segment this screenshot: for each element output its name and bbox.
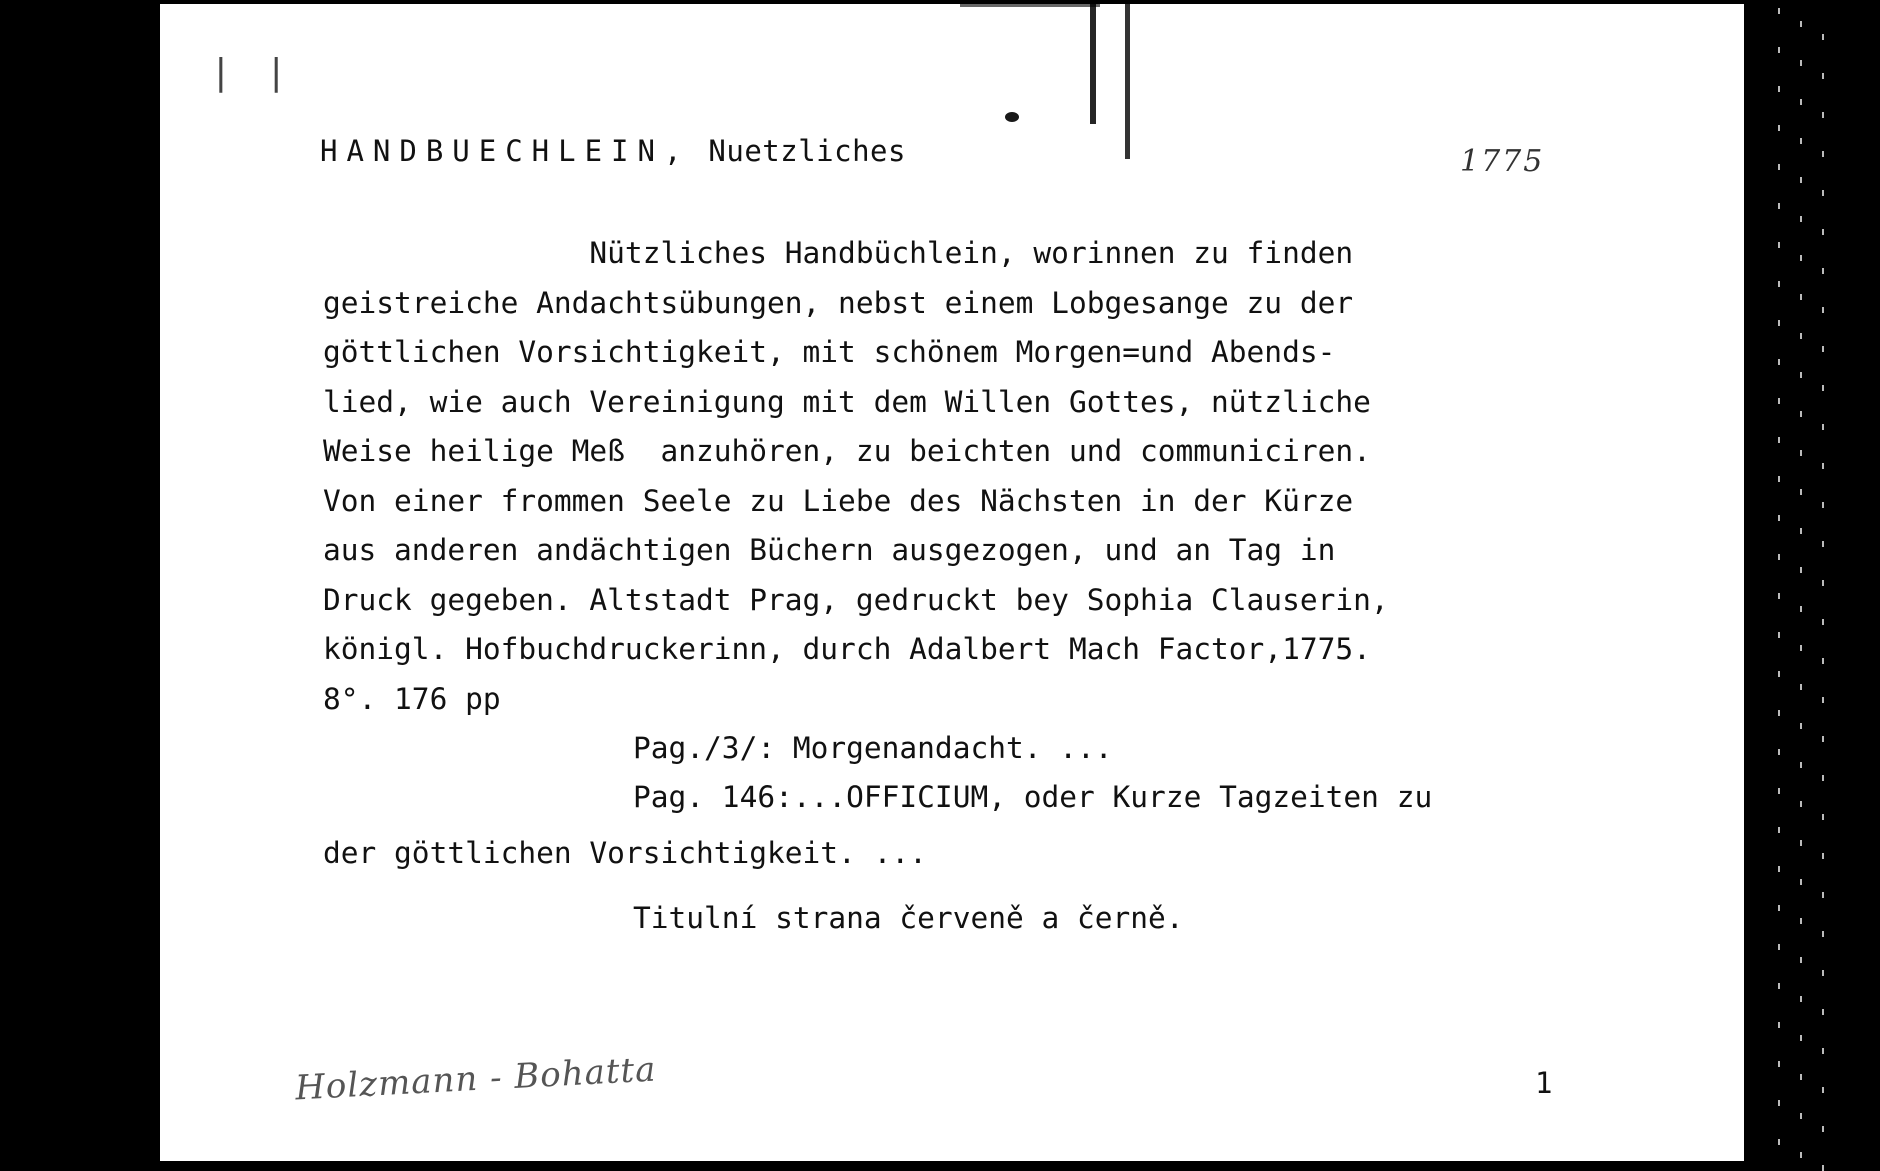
scan-noise-dot: [1822, 1126, 1824, 1132]
scan-noise-dot: [1800, 333, 1802, 339]
scan-noise-dot: [1800, 99, 1802, 105]
scan-noise-dot: [1800, 294, 1802, 300]
scan-noise-dot: [1822, 697, 1824, 703]
scan-noise-dot: [1822, 619, 1824, 625]
scan-noise-dot: [1822, 424, 1824, 430]
scan-noise-dot: [1822, 1087, 1824, 1093]
scan-noise-dot: [1778, 203, 1780, 209]
heading-title: HANDBUECHLEIN,: [320, 134, 691, 168]
scan-noise-dot: [1822, 1165, 1824, 1171]
title-page-note: Titulní strana červeně a černě.: [633, 901, 1184, 935]
scan-noise-dot: [1778, 398, 1780, 404]
scan-noise-dot: [1800, 528, 1802, 534]
scan-noise-dot: [1822, 502, 1824, 508]
scan-noise-dot: [1822, 853, 1824, 859]
scan-noise-dot: [1778, 281, 1780, 287]
scan-noise-dot: [1778, 749, 1780, 755]
page-note-officium: Pag. 146:...OFFICIUM, oder Kurze Tagzeiten zu: [633, 780, 1433, 814]
scan-noise-dot: [1778, 515, 1780, 521]
scan-noise-dot: [1822, 931, 1824, 937]
scan-noise-dot: [1800, 801, 1802, 807]
scan-noise-dot: [1778, 437, 1780, 443]
body-line: lied, wie auch Vereinigung mit dem Willen Gottes, nützliche: [323, 384, 1371, 419]
scan-noise-dot: [1822, 658, 1824, 664]
scan-noise-dot: [1800, 879, 1802, 885]
scan-noise-dot: [1778, 632, 1780, 638]
scan-noise-dot: [1800, 21, 1802, 27]
scan-noise-dot: [1822, 346, 1824, 352]
body-line: 8°. 176 pp: [323, 681, 501, 716]
scan-noise-dot: [1778, 1100, 1780, 1106]
scan-noise-dot: [1778, 125, 1780, 131]
scan-noise-dot: [1778, 554, 1780, 560]
scan-noise-dot: [1822, 151, 1824, 157]
card-heading: [320, 134, 906, 168]
scan-noise-dot: [1822, 580, 1824, 586]
scan-artifact: [1125, 4, 1130, 159]
scan-noise-dot: [1800, 567, 1802, 573]
scan-noise-dot: [1778, 1022, 1780, 1028]
handwritten-catalog-number: 1775: [1460, 144, 1545, 179]
scan-noise-dot: [1800, 957, 1802, 963]
scan-noise-dot: [1822, 970, 1824, 976]
scan-noise-dot: [1800, 60, 1802, 66]
scan-noise-dot: [1800, 840, 1802, 846]
body-line: aus anderen andächtigen Büchern ausgezogen, und an Tag in: [323, 533, 1336, 567]
scan-noise-dot: [1800, 216, 1802, 222]
body-line: Nützliches Handbüchlein, worinnen zu finden: [323, 236, 1354, 270]
scan-noise-dot: [1778, 47, 1780, 53]
scan-noise-dot: [1778, 242, 1780, 248]
handwritten-reference: Holzmann - Bohatta: [294, 1049, 658, 1109]
scan-noise-dot: [1822, 463, 1824, 469]
catalog-card: [160, 4, 1744, 1161]
scan-artifact: [960, 4, 1100, 7]
scan-noise-dot: [1800, 411, 1802, 417]
scan-noise-dot: [1778, 1139, 1780, 1145]
scan-noise-dot: [1800, 1074, 1802, 1080]
scan-noise-dot: [1800, 918, 1802, 924]
scan-noise-dot: [1822, 268, 1824, 274]
scan-noise-dot: [1800, 606, 1802, 612]
scan-noise-dot: [1822, 229, 1824, 235]
bibliographic-description: [323, 229, 1623, 724]
body-line: königl. Hofbuchdruckerinn, durch Adalbert Mach Factor,1775.: [323, 632, 1371, 666]
scan-noise-dot: [1822, 385, 1824, 391]
scan-noise-dot: [1822, 1009, 1824, 1015]
scan-noise-dot: [1822, 307, 1824, 313]
scan-noise-dot: [1800, 645, 1802, 651]
scan-noise-dot: [1800, 255, 1802, 261]
scan-noise-dot: [1778, 476, 1780, 482]
scan-noise-dot: [1800, 372, 1802, 378]
top-left-marks: | |: [210, 52, 294, 93]
scan-noise-dot: [1822, 814, 1824, 820]
scan-noise-dot: [1822, 190, 1824, 196]
scan-noise-dot: [1822, 34, 1824, 40]
scan-noise-dot: [1822, 541, 1824, 547]
scan-noise-dot: [1778, 944, 1780, 950]
scan-noise-dot: [1822, 73, 1824, 79]
scan-noise-dot: [1800, 684, 1802, 690]
body-line: geistreiche Andachtsübungen, nebst einem Lobgesange zu der: [323, 285, 1354, 320]
scan-noise-dot: [1778, 86, 1780, 92]
scan-noise-dot: [1800, 177, 1802, 183]
scan-noise-dot: [1778, 8, 1780, 14]
scan-noise-dot: [1822, 736, 1824, 742]
scan-noise-dot: [1822, 112, 1824, 118]
scan-noise-dot: [1778, 905, 1780, 911]
body-line: Weise heilige Meß anzuhören, zu beichten und communiciren.: [323, 434, 1371, 468]
scan-noise-dot: [1822, 892, 1824, 898]
scan-noise-dot: [1800, 762, 1802, 768]
scan-noise-dot: [1778, 983, 1780, 989]
body-line: Druck gegeben. Altstadt Prag, gedruckt bey Sophia Clauserin,: [323, 582, 1389, 617]
page-note-morning: Pag./3/: Morgenandacht. ...: [633, 731, 1113, 765]
scan-noise-dot: [1778, 593, 1780, 599]
page-note-officium-cont: der göttlichen Vorsichtigkeit. ...: [323, 836, 927, 870]
scan-noise-dot: [1822, 775, 1824, 781]
scan-noise-dot: [1800, 1035, 1802, 1041]
scan-noise-dot: [1800, 138, 1802, 144]
body-line: Von einer frommen Seele zu Liebe des Nächsten in der Kürze: [323, 483, 1354, 518]
scan-noise-dot: [1800, 996, 1802, 1002]
scan-noise-dot: [1800, 723, 1802, 729]
scan-border-right: [1744, 0, 1880, 1170]
body-line: göttlichen Vorsichtigkeit, mit schönem Morgen=und Abends-: [323, 335, 1336, 369]
scan-noise-dot: [1778, 1061, 1780, 1067]
scan-noise-dot: [1778, 866, 1780, 872]
scan-noise-dot: [1778, 827, 1780, 833]
scan-noise-dot: [1778, 320, 1780, 326]
scan-noise-dot: [1778, 710, 1780, 716]
scan-noise-dot: [1800, 1113, 1802, 1119]
scan-noise-dot: [1778, 359, 1780, 365]
scan-noise-dot: [1822, 1048, 1824, 1054]
scan-artifact: [1090, 4, 1096, 124]
scan-noise-dot: [1778, 164, 1780, 170]
scan-noise-dot: [1800, 489, 1802, 495]
scan-noise-dot: [1778, 671, 1780, 677]
heading-subtitle: Nuetzliches: [708, 134, 906, 168]
card-page-number: 1: [1535, 1066, 1553, 1100]
scan-artifact: [1005, 112, 1019, 122]
scan-noise-dot: [1800, 1152, 1802, 1158]
scan-noise-dot: [1778, 788, 1780, 794]
scan-noise-dot: [1800, 450, 1802, 456]
